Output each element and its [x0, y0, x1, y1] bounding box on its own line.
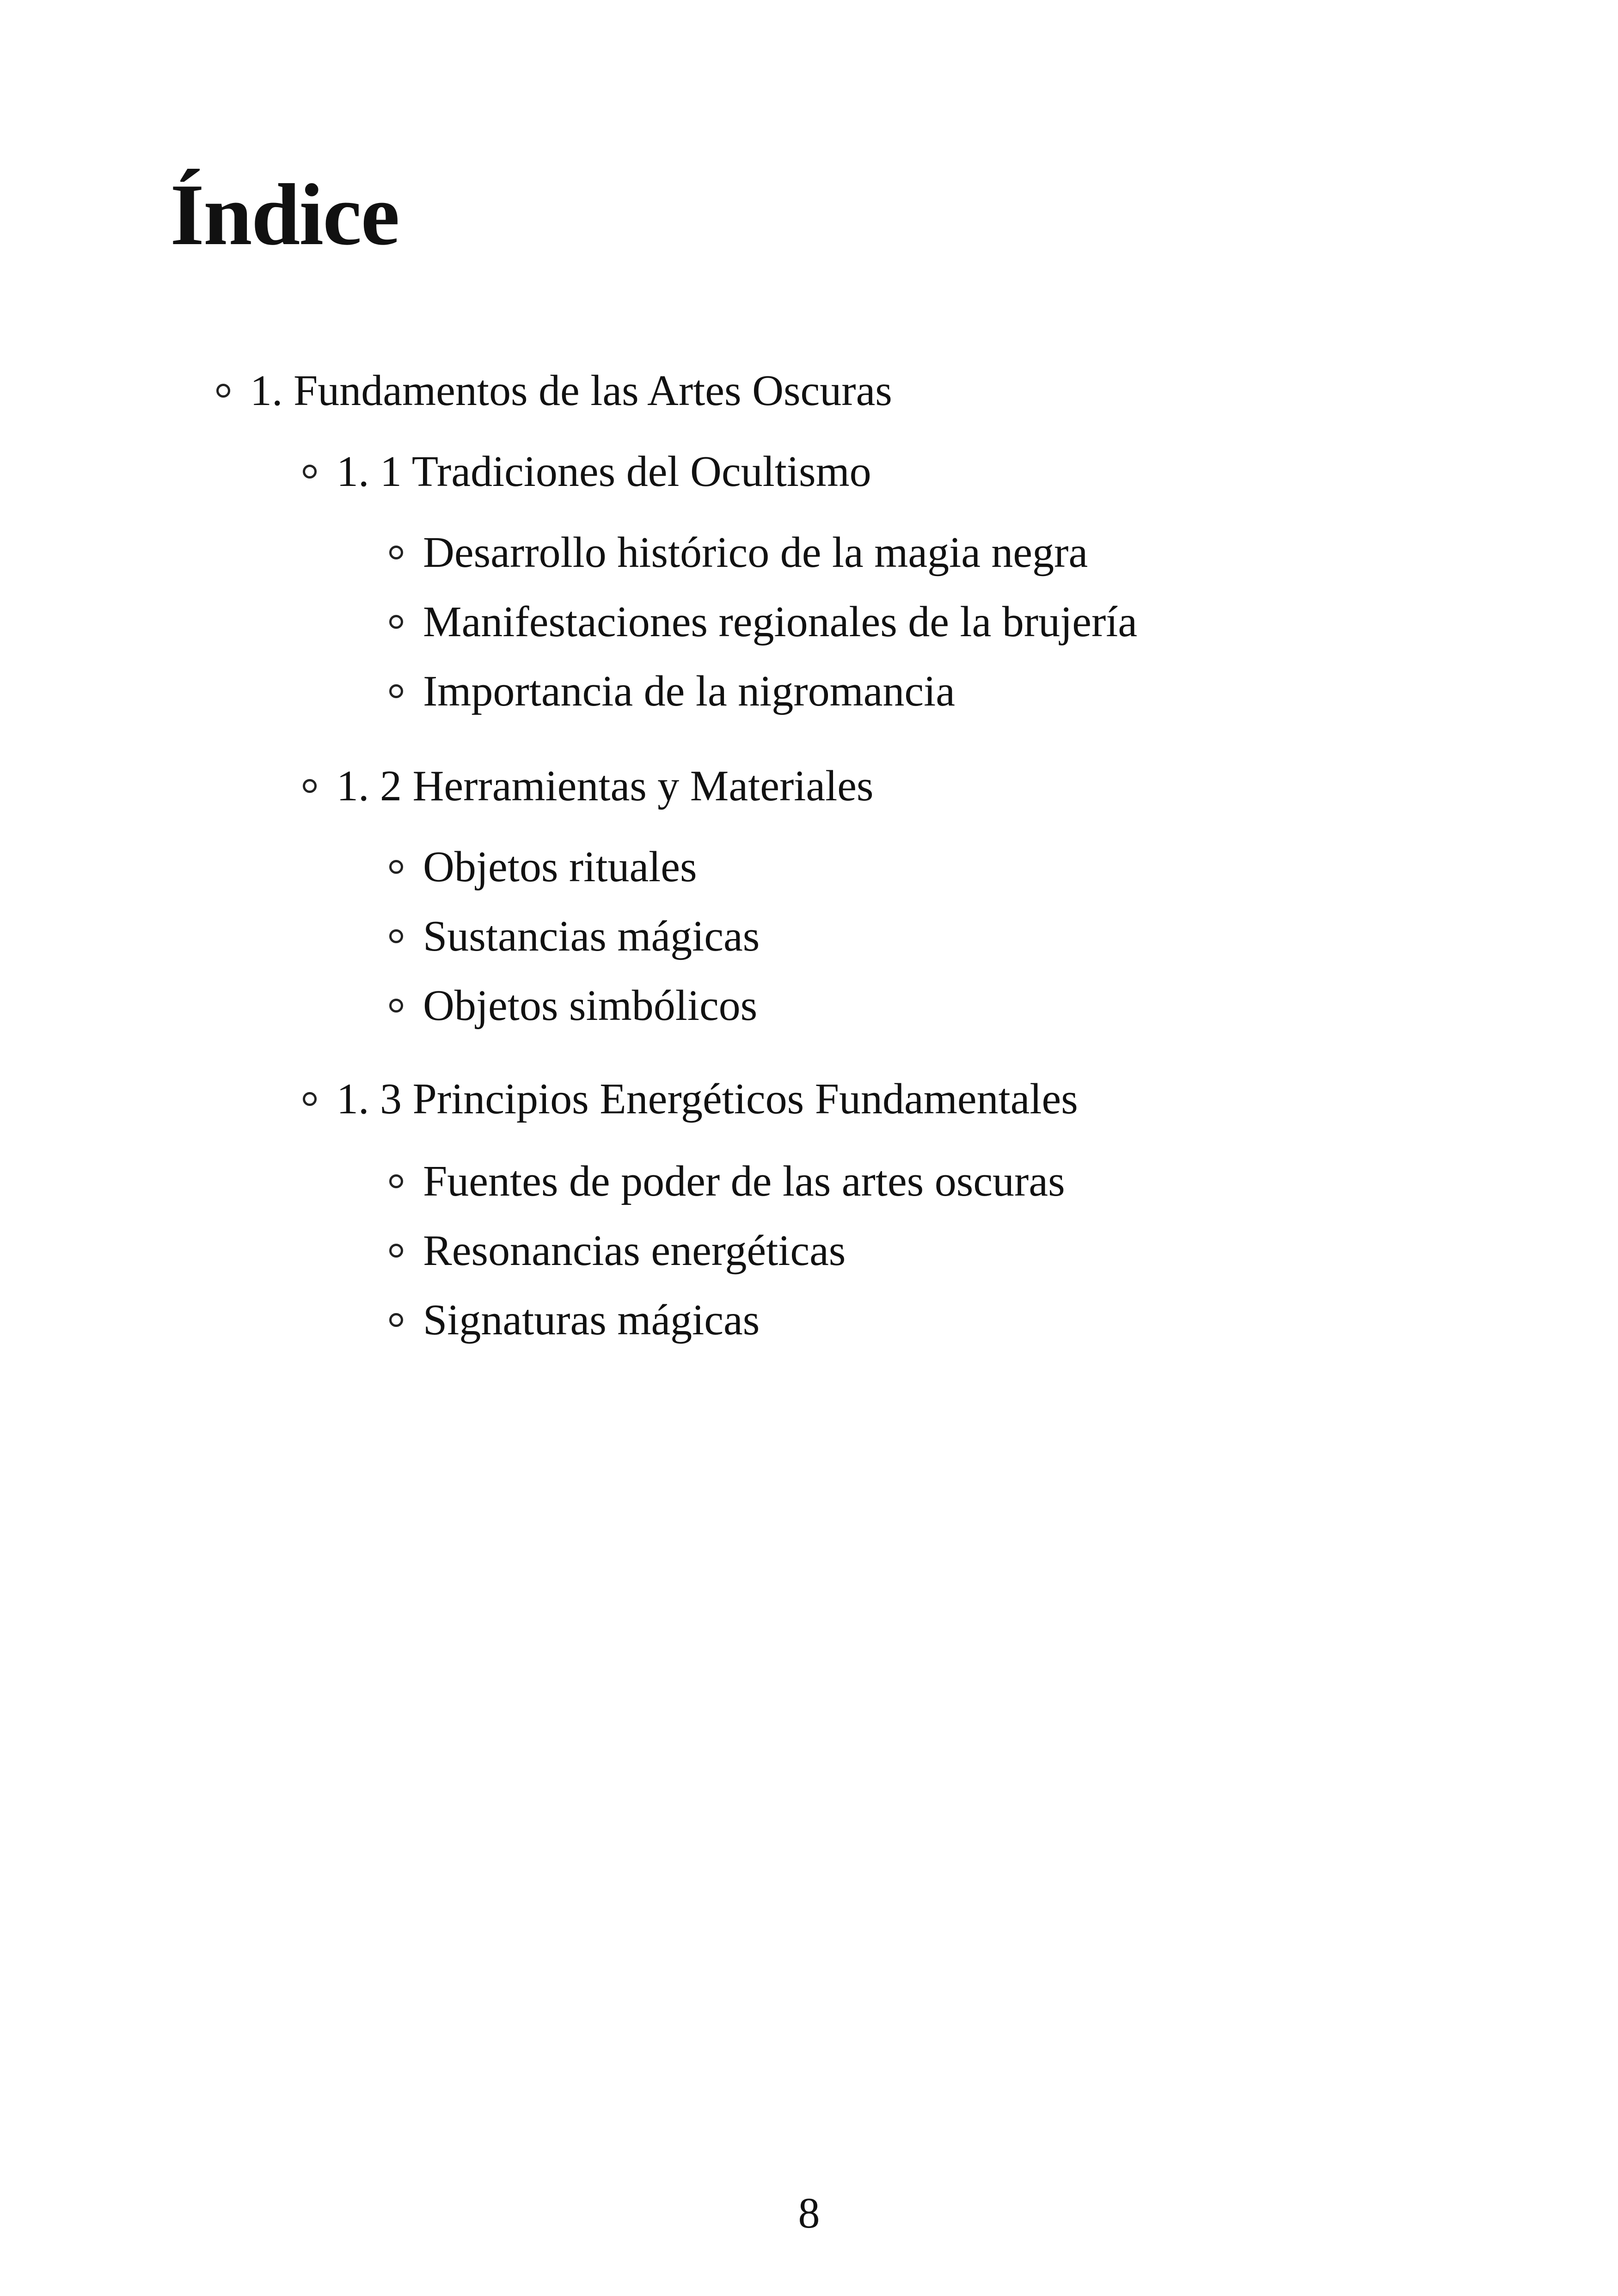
toc-section-1-3[interactable]	[303, 1077, 1078, 1121]
toc-item[interactable]	[389, 1157, 1065, 1205]
toc-item[interactable]	[389, 982, 758, 1030]
hollow-circle-bullet-icon	[303, 779, 317, 793]
toc-item-label: Importancia de la nigromancia	[423, 667, 955, 715]
hollow-circle-bullet-icon	[216, 384, 230, 398]
hollow-circle-bullet-icon	[389, 684, 403, 698]
toc-item[interactable]	[389, 669, 955, 713]
hollow-circle-bullet-icon	[389, 615, 403, 629]
hollow-circle-bullet-icon	[389, 860, 403, 874]
toc-item-label: Objetos simbólicos	[423, 982, 758, 1030]
toc-item[interactable]	[389, 845, 697, 889]
hollow-circle-bullet-icon	[303, 1092, 317, 1106]
toc-item-label: Desarrollo histórico de la magia negra	[423, 528, 1088, 577]
page-title: Índice	[170, 166, 399, 264]
toc-item[interactable]	[389, 1227, 846, 1275]
hollow-circle-bullet-icon	[389, 1313, 403, 1327]
hollow-circle-bullet-icon	[389, 929, 403, 943]
toc-item[interactable]	[389, 528, 1088, 577]
toc-chapter-label: 1. Fundamentos de las Artes Oscuras	[250, 367, 892, 415]
toc-item[interactable]	[389, 912, 760, 960]
toc-chapter-1[interactable]	[216, 367, 892, 415]
toc-item-label: Resonancias energéticas	[423, 1227, 846, 1275]
hollow-circle-bullet-icon	[303, 465, 317, 479]
hollow-circle-bullet-icon	[389, 546, 403, 559]
toc-item-label: Sustancias mágicas	[423, 912, 760, 960]
toc-item[interactable]	[389, 600, 1137, 644]
toc-item-label: Fuentes de poder de las artes oscuras	[423, 1157, 1065, 1205]
page-number: 8	[798, 2189, 820, 2237]
toc-section-label: 1. 2 Herramientas y Materiales	[337, 762, 874, 810]
toc-section-1-1[interactable]	[303, 448, 871, 496]
toc-item-label: Signaturas mágicas	[423, 1296, 760, 1344]
toc-item-label: Objetos rituales	[423, 843, 697, 891]
toc-section-label: 1. 1 Tradiciones del Ocultismo	[337, 448, 871, 496]
toc-item-label: Manifestaciones regionales de la brujería	[423, 598, 1138, 646]
toc-section-1-2[interactable]	[303, 764, 874, 808]
toc-item[interactable]	[389, 1298, 760, 1342]
toc-section-label: 1. 3 Principios Energéticos Fundamentales	[337, 1075, 1078, 1123]
hollow-circle-bullet-icon	[389, 999, 403, 1013]
hollow-circle-bullet-icon	[389, 1174, 403, 1188]
hollow-circle-bullet-icon	[389, 1244, 403, 1258]
